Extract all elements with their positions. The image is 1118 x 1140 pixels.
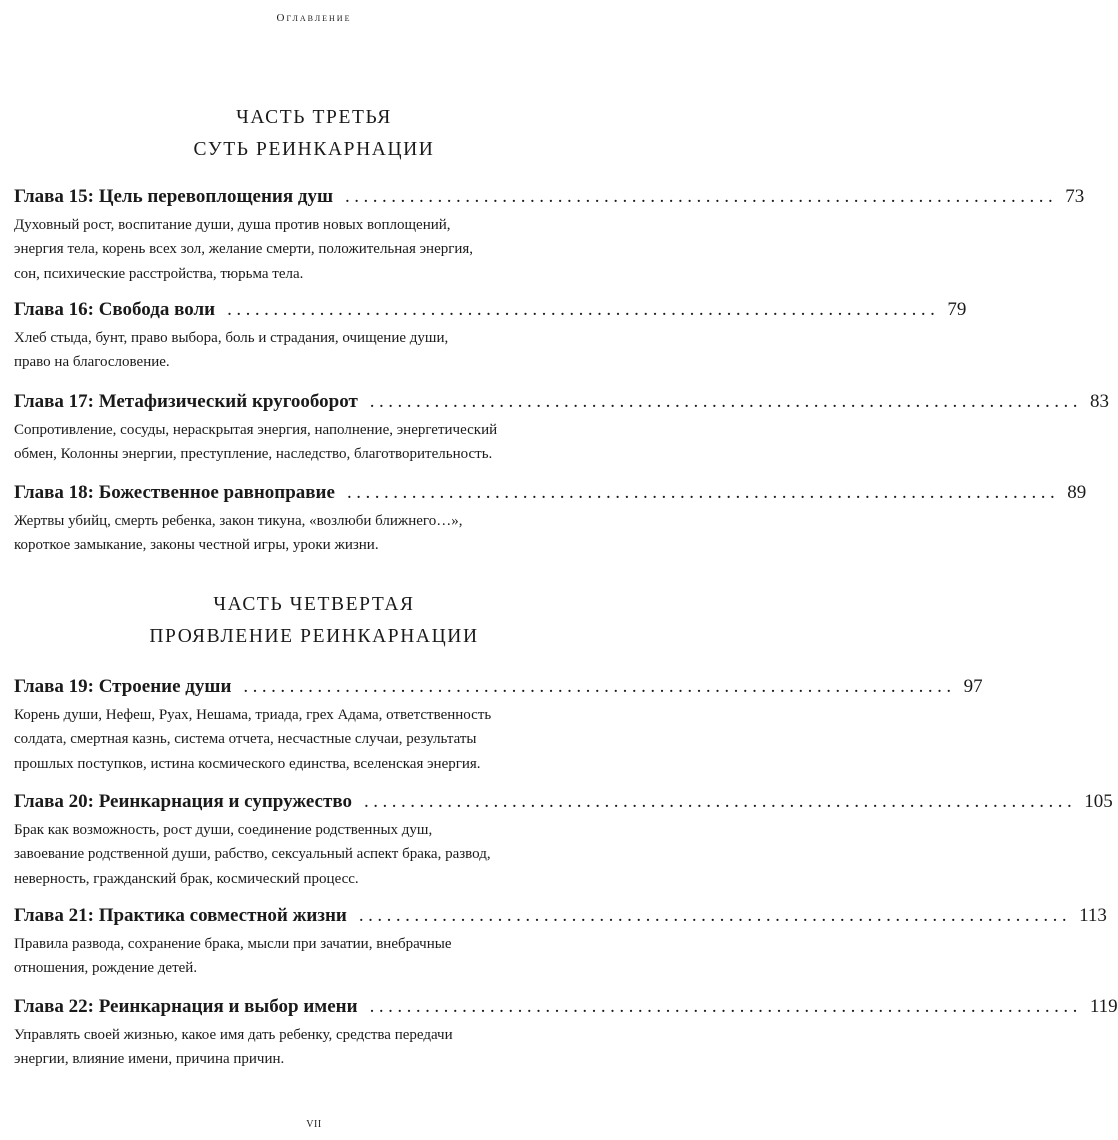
running-head: Оглавление bbox=[276, 12, 352, 24]
chapter-title: Глава 19: Строение души bbox=[14, 676, 232, 697]
chapter-description: Жертвы убийц, смерть ребенка, закон тикуна, «возлюби ближнего…», короткое замыкание, законы честной игры, уроки жизни. bbox=[14, 513, 463, 554]
chapter-description: Брак как возможность, рост души, соединение родственных душ, завоевание родственной души, рабство, сексуальный аспект брака, развод, неверность, гражданский брак, космический процесс. bbox=[14, 822, 491, 887]
chapter-heading-line bbox=[14, 185, 1085, 209]
chapter-heading-line bbox=[14, 481, 1087, 505]
part-title: СУТЬ РЕИНКАРНАЦИИ bbox=[193, 139, 435, 160]
toc-entry-chapter-16[interactable] bbox=[14, 298, 967, 375]
chapter-title: Глава 17: Метафизический кругооборот bbox=[14, 391, 358, 412]
dot-leader: ............................................................................. bbox=[345, 186, 1058, 207]
toc-entry-chapter-15[interactable] bbox=[14, 185, 1085, 286]
toc-entry-chapter-22[interactable] bbox=[14, 995, 1118, 1072]
page-number: 79 bbox=[947, 299, 967, 320]
chapter-heading-line bbox=[14, 298, 967, 322]
chapter-heading-line bbox=[14, 675, 983, 699]
chapter-description: Хлеб стыда, бунт, право выбора, боль и страдания, очищение души, право на благословение. bbox=[14, 330, 449, 371]
chapter-title: Глава 21: Практика совместной жизни bbox=[14, 905, 347, 926]
part-title: ПРОЯВЛЕНИЕ РЕИНКАРНАЦИИ bbox=[149, 626, 479, 647]
chapter-heading-line bbox=[14, 995, 1118, 1019]
chapter-description: Корень души, Нефеш, Руах, Нешама, триада, грех Адама, ответственность солдата, смертная казнь, система отчета, несчастные случаи, результаты прошлых поступков, истина космического единства, вселенская энергия. bbox=[14, 707, 492, 772]
page-number: 73 bbox=[1065, 186, 1085, 207]
part-number: ЧАСТЬ ЧЕТВЕРТАЯ bbox=[213, 594, 415, 615]
dot-leader: ............................................................................. bbox=[358, 905, 1072, 926]
chapter-heading-line bbox=[14, 904, 1107, 928]
page-number: 105 bbox=[1084, 791, 1113, 812]
chapter-title: Глава 16: Свобода воли bbox=[14, 299, 216, 320]
chapter-title: Глава 15: Цель перевоплощения душ bbox=[14, 186, 334, 207]
page-number: 89 bbox=[1067, 482, 1087, 503]
toc-entry-chapter-19[interactable] bbox=[14, 675, 983, 776]
chapter-description: Сопротивление, сосуды, нераскрытая энергия, наполнение, энергетический обмен, Колонны энергии, преступление, наследство, благотворительность. bbox=[14, 422, 498, 463]
dot-leader: ............................................................................. bbox=[227, 299, 940, 320]
page-number: 83 bbox=[1090, 391, 1110, 412]
chapter-title: Глава 20: Реинкарнация и супружество bbox=[14, 791, 352, 812]
toc-entry-chapter-21[interactable] bbox=[14, 904, 1107, 981]
page-number: 119 bbox=[1089, 996, 1118, 1017]
page-number: 113 bbox=[1079, 905, 1107, 926]
toc-entry-chapter-20[interactable] bbox=[14, 790, 1113, 891]
dot-leader: ............................................................................. bbox=[369, 391, 1083, 412]
chapter-title: Глава 22: Реинкарнация и выбор имени bbox=[14, 996, 358, 1017]
chapter-description: Правила развода, сохранение брака, мысли при зачатии, внебрачные отношения, рождение детей. bbox=[14, 936, 452, 977]
part-heading-three bbox=[0, 102, 628, 166]
dot-leader: ............................................................................. bbox=[369, 996, 1082, 1017]
dot-leader: ............................................................................. bbox=[346, 482, 1060, 503]
chapter-description: Управлять своей жизнью, какое имя дать ребенку, средства передачи энергии, влияние имени, причина причин. bbox=[14, 1027, 453, 1068]
part-number: ЧАСТЬ ТРЕТЬЯ bbox=[236, 107, 392, 128]
chapter-description: Духовный рост, воспитание души, душа против новых воплощений, энергия тела, корень всех зол, желание смерти, положительная энергия, сон, психические расстройства, тюрьма тела. bbox=[14, 217, 474, 282]
toc-entry-chapter-17[interactable] bbox=[14, 390, 1110, 467]
chapter-heading-line bbox=[14, 390, 1110, 414]
page-number: 97 bbox=[963, 676, 983, 697]
toc-entry-chapter-18[interactable] bbox=[14, 481, 1087, 558]
part-heading-four bbox=[0, 589, 628, 653]
chapter-title: Глава 18: Божественное равноправие bbox=[14, 482, 335, 503]
page-folio: VII bbox=[306, 1119, 322, 1130]
chapter-heading-line bbox=[14, 790, 1113, 814]
dot-leader: ............................................................................. bbox=[243, 676, 956, 697]
dot-leader: ............................................................................. bbox=[363, 791, 1077, 812]
